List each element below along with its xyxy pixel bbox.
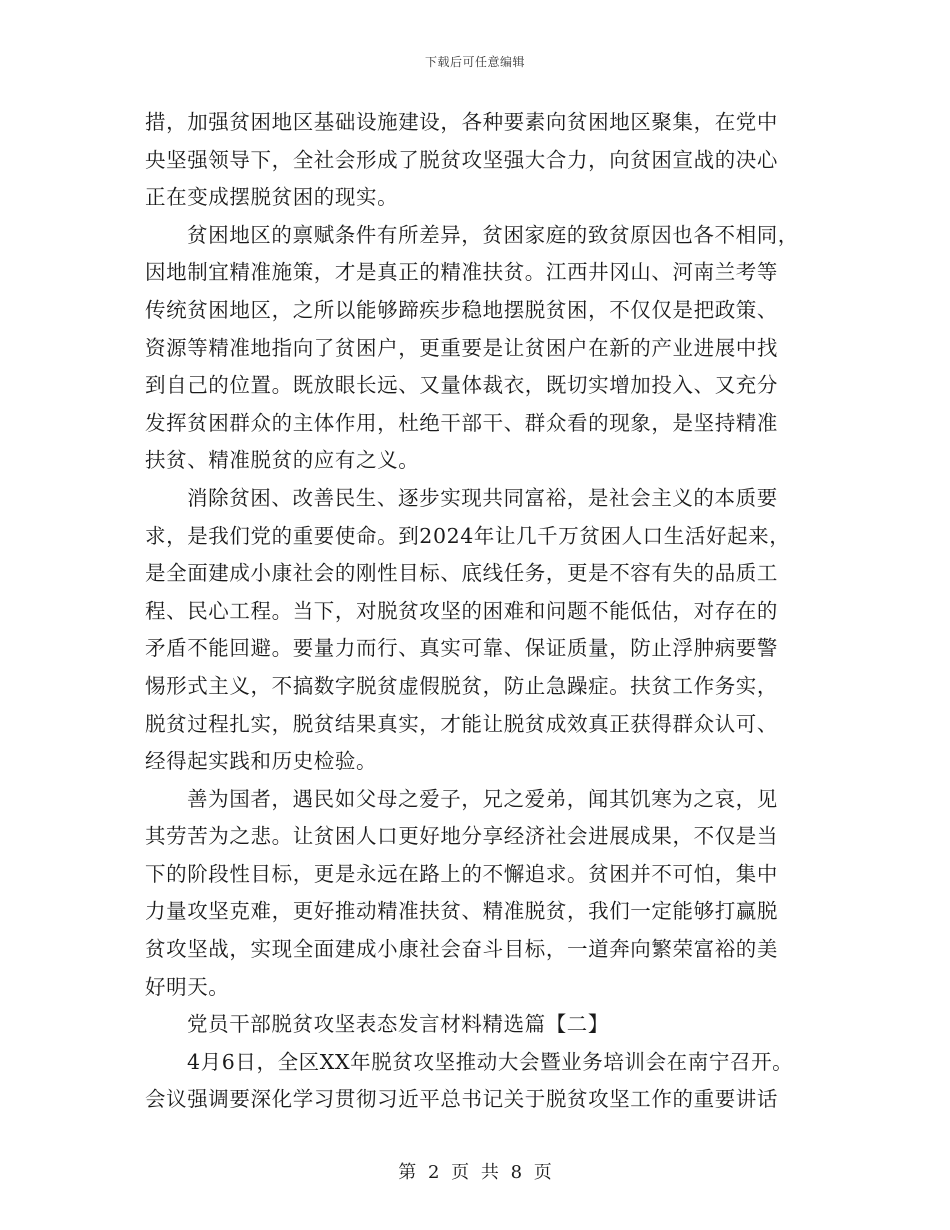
text-line: 其劳苦为之悲。让贫困人口更好地分享经济社会进展成果，不仅是当 (145, 824, 778, 849)
paragraph-first-line: 贫困地区的禀赋条件有所差异，贫困家庭的致贫原因也各不相同， (187, 222, 799, 247)
text-line: 资源等精准地指向了贫困户，更重要是让贫困户在新的产业进展中找 (145, 335, 778, 360)
text-line: 到自己的位置。既放眼长远、又量体裁衣，既切实增加投入、又充分 (145, 373, 778, 398)
document-body (145, 104, 805, 1119)
paragraph-first-line: 消除贫困、改善民生、逐步实现共同富裕，是社会主义的本质要 (187, 485, 778, 510)
page-header-note: 下载后可任意编辑 (424, 55, 525, 69)
text-line: 矛盾不能回避。要量力而行、真实可靠、保证质量，防止浮肿病要警 (145, 636, 778, 661)
text-line: 是全面建成小康社会的刚性目标、底线任务，更是不容有失的品质工 (145, 561, 778, 586)
text-line: 程、民心工程。当下，对脱贫攻坚的困难和问题不能低估，对存在的 (145, 598, 778, 623)
text-line: 发挥贫困群众的主体作用，杜绝干部干、群众看的现象，是坚持精准 (145, 410, 778, 435)
page-number: 第 2 页 共 8 页 (398, 1162, 552, 1183)
text-line: 正在变成摆脱贫困的现实。 (145, 185, 399, 210)
text-line: 力量攻坚克难，更好推动精准扶贫、精准脱贫，我们一定能够打赢脱 (145, 899, 778, 924)
text-line: 贫攻坚战，实现全面建成小康社会奋斗目标，一道奔向繁荣富裕的美 (145, 937, 778, 962)
text-line: 惕形式主义，不搞数字脱贫虚假脱贫，防止急躁症。扶贫工作务实， (145, 673, 778, 698)
text-line: 经得起实践和历史检验。 (145, 749, 378, 774)
text-line: 传统贫困地区，之所以能够蹄疾步稳地摆脱贫困，不仅仅是把政策、 (145, 297, 778, 322)
text-line: 求，是我们党的重要使命。到2024年让几千万贫困人口生活好起来， (145, 523, 791, 548)
paragraph-first-line: 4月6日，全区XX年脱贫攻坚推动大会暨业务培训会在南宁召开。 (187, 1049, 794, 1074)
text-line: 脱贫过程扎实，脱贫结果真实，才能让脱贫成效真正获得群众认可、 (145, 711, 778, 736)
section-heading: 党员干部脱贫攻坚表态发言材料精选篇【二】 (187, 1012, 609, 1037)
text-line: 会议强调要深化学习贯彻习近平总书记关于脱贫攻坚工作的重要讲话 (145, 1087, 778, 1112)
text-line: 下的阶段性目标，更是永远在路上的不懈追求。贫困并不可怕，集中 (145, 861, 778, 886)
text-line: 因地制宜精准施策，才是真正的精准扶贫。江西井冈山、河南兰考等 (145, 260, 778, 285)
text-line: 央坚强领导下，全社会形成了脱贫攻坚强大合力，向贫困宣战的决心 (145, 147, 778, 172)
paragraph-first-line: 善为国者，遇民如父母之爱子，兄之爱弟，闻其饥寒为之哀，见 (187, 786, 778, 811)
text-line: 好明天。 (145, 974, 230, 999)
text-line: 扶贫、精准脱贫的应有之义。 (145, 448, 420, 473)
text-line: 措，加强贫困地区基础设施建设，各种要素向贫困地区聚集，在党中 (145, 110, 778, 134)
